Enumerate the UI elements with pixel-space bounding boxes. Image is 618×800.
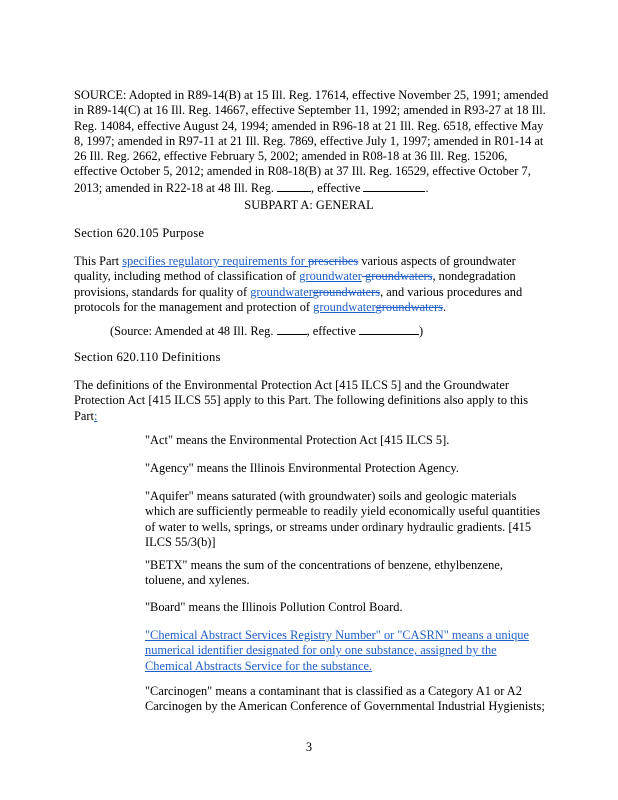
page-number: 3 xyxy=(305,740,313,754)
definition-aquifer: "Aquifer" means saturated (with groundwater) soils and geologic materials which are sufficiently permeable to readily yield economically useful quantities of water to wells, springs, or streams under ordinary hydraulic gradients. [415 ILCS 55/3(b)] xyxy=(145,489,541,549)
text-run: , and various procedures and protocols for the management and protection of xyxy=(74,284,523,314)
text-run: The definitions of the Environmental Protection Act [415 ILCS 5] and the Groundwater Protection Act [415 ILCS 55] apply to this Part. The following definitions also apply to this Part xyxy=(74,378,529,423)
text-run: , effective xyxy=(306,324,359,338)
section-105-heading: Section 620.105 Purpose xyxy=(74,226,205,240)
inserted-text: : xyxy=(93,408,98,423)
text-run: . xyxy=(443,299,447,314)
definition-agency: "Agency" means the Illinois Environmental Protection Agency. xyxy=(145,461,459,475)
section-105-paragraph xyxy=(74,254,550,315)
text-run: This Part xyxy=(74,254,123,268)
text-run: , nondegradation provisions, standards for quality of xyxy=(74,269,516,299)
blank-line xyxy=(359,323,419,335)
definition-carcinogen: "Carcinogen" means a contaminant that is classified as a Category A1 or A2 Carcinogen by the American Conference of Governmental Industrial Hygienists; xyxy=(145,684,545,714)
inserted-text: groundwater xyxy=(313,299,376,314)
text-run: (Source: Amended at 48 Ill. Reg. xyxy=(110,324,277,338)
definition-casrn: "Chemical Abstract Services Registry Number" or "CASRN" means a unique numerical identifier designated for only one substance, assigned by the Chemical Abstracts Service for the substance. xyxy=(145,628,529,673)
definition-betx: "BETX" means the sum of the concentrations of benzene, ethylbenzene, toluene, and xylenes. xyxy=(145,558,503,588)
blank-line xyxy=(277,180,311,192)
section-110-intro xyxy=(74,378,550,424)
text-run: various aspects of groundwater quality, including method of classification of xyxy=(74,254,516,284)
inserted-text: specifies regulatory requirements for xyxy=(122,254,308,268)
subpart-title: SUBPART A: GENERAL xyxy=(244,198,374,212)
deleted-text: prescribes xyxy=(307,254,359,268)
deleted-text: groundwaters xyxy=(312,284,381,299)
deleted-text: groundwaters xyxy=(375,299,443,314)
section-110-heading: Section 620.110 Definitions xyxy=(74,350,221,364)
definition-act: "Act" means the Environmental Protection Act [415 ILCS 5]. xyxy=(145,433,450,447)
source-mid: , effective xyxy=(311,180,364,195)
source-note xyxy=(74,88,550,196)
deleted-text: groundwaters xyxy=(361,269,433,284)
text-run: ) xyxy=(418,324,424,338)
inserted-text: groundwater xyxy=(299,269,362,284)
source-end: . xyxy=(425,180,429,195)
blank-line xyxy=(277,323,307,335)
source-text: SOURCE: Adopted in R89-14(B) at 15 Ill. Reg. 17614, effective November 25, 1991; amended in R89-14(C) at 16 Ill. Reg. 14667, effective September 11, 1992; amended in R93-27 at 18 Ill. Reg. 14084, effective August 24, 1994; amended in R96-18 at 21 Ill. Reg. 6518, effective May 8, 1997; amended in R97-11 at 21 Ill. Reg. 7869, effective July 1, 1997; amended in R01-14 at 26 Ill. Reg. 2662, effective February 5, 2002; amended in R08-18 at 36 Ill. Reg. 15206, effective October 5, 2012; amended in R08-18(B) at 37 Ill. Reg. 16529, effective October 7, 2013; amended in R22-18 at 48 Ill. Reg. xyxy=(74,88,549,195)
section-105-source xyxy=(110,323,586,339)
definition-board: "Board" means the Illinois Pollution Control Board. xyxy=(145,600,403,614)
inserted-text: groundwater xyxy=(250,284,313,299)
blank-line xyxy=(363,180,425,192)
